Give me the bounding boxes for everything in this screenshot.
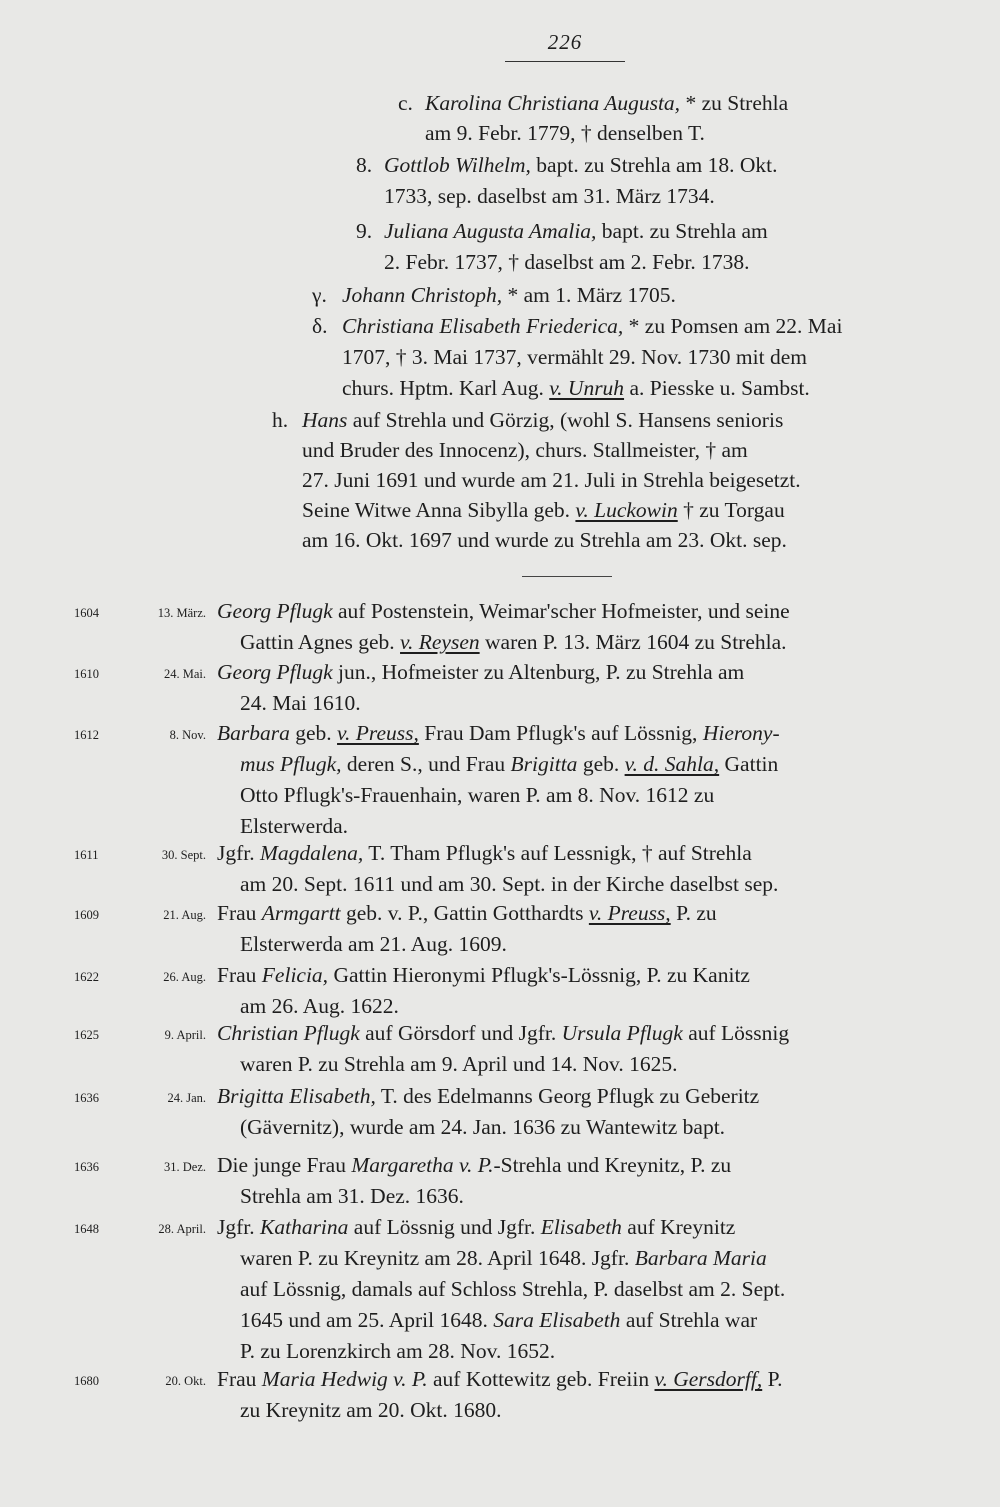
name-text: v. Gersdorff, [654,1367,763,1391]
entry-line [217,1150,731,1181]
name-text: v. Luckowin [575,498,678,522]
body-text: auf Postenstein, Weimar'scher Hofmeister, und seine [332,599,790,623]
page-number-rule [505,61,625,62]
body-text: am 26. Aug. 1622. [240,994,399,1018]
body-text: Gattin Hieronymi Pflugk's-Lössnig, P. zu Kanitz [328,963,750,987]
body-text: waren P. zu Kreynitz am 28. April 1648. Jgfr. [240,1246,635,1270]
body-text: Strehla am 31. Dez. 1636. [240,1184,464,1208]
body-text: * zu Strehla [680,91,789,115]
name-text: Barbara [217,721,290,745]
entry-line [384,150,778,181]
body-text: Frau Dam Pflugk's auf Lössnig, [418,721,703,745]
body-text: bapt. zu Strehla am 18. Okt. [530,153,778,177]
name-text: Christiana Elisabeth Friederica, [342,314,624,338]
entry-date: 13. März. [157,606,206,620]
body-text: churs. Hptm. Karl Aug. [342,376,550,400]
entry-line [217,718,780,749]
entry-line [240,1336,555,1367]
entry-line [342,373,810,404]
body-text: auf Lössnig, damals auf Schloss Strehla, P. daselbst am 2. Sept. [240,1277,786,1301]
entry-line [302,435,748,466]
body-text: auf Strehla und Görzig, (wohl S. Hansens senioris [347,408,784,432]
entry-year: 1604 [74,606,99,620]
name-text: v. Preuss, [337,721,419,745]
entry-label: 8. [356,153,373,177]
entry-date: 8. Nov. [169,728,206,742]
entry-line [384,216,768,247]
body-text: Jgfr. [217,841,260,865]
entry-line [240,811,348,842]
entry-line [302,465,801,496]
name-text: Felicia, [261,963,329,987]
body-text: am 16. Okt. 1697 und wurde zu Strehla am 23. Okt. sep. [302,528,787,552]
entry-date: 24. Jan. [167,1091,206,1105]
name-text: v. Reysen [400,630,480,654]
body-text: P. zu [670,901,717,925]
entry-year: 1680 [74,1374,99,1388]
name-text: Brigitta [510,752,578,776]
entry-line [217,960,750,991]
entry-line [240,991,399,1022]
entry-line [342,311,842,342]
entry-year: 1609 [74,908,99,922]
entry-line [302,525,787,556]
body-text: -Strehla und Kreynitz, P. zu [493,1153,732,1177]
body-text: T. Tham Pflugk's auf Lessnigk, † auf Strehla [363,841,752,865]
entry-line [240,1112,725,1143]
entry-line [425,88,788,119]
body-text: Frau [217,963,262,987]
body-text: deren S., und Frau [341,752,511,776]
body-text: 1707, † 3. Mai 1737, vermählt 29. Nov. 1730 mit dem [342,345,807,369]
body-text: auf Kreynitz [621,1215,736,1239]
body-text: waren P. zu Strehla am 9. April und 14. Nov. 1625. [240,1052,678,1076]
body-text: Elsterwerda am 21. Aug. 1609. [240,932,507,956]
entry-date: 24. Mai. [163,667,206,681]
body-text: 1733, sep. daselbst am 31. März 1734. [384,184,715,208]
body-text: bapt. zu Strehla am [596,219,768,243]
entry-date: 21. Aug. [163,908,206,922]
name-text: Magdalena, [260,841,364,865]
body-text: 1645 und am 25. April 1648. [240,1308,494,1332]
body-text: a. Piesske u. Sambst. [624,376,810,400]
entry-line [342,280,676,311]
entry-line [240,869,778,900]
entry-year: 1612 [74,728,99,742]
body-text: geb. [577,752,625,776]
entry-line [425,118,705,149]
entry-line [217,1364,783,1395]
name-text: Christian Pflugk [217,1021,360,1045]
body-text: geb. v. P., Gattin Gotthardts [340,901,589,925]
name-text: Ursula Pflugk [561,1021,683,1045]
entry-label: h. [272,408,289,432]
name-text: v. d. Sahla, [624,752,720,776]
body-text: 27. Juni 1691 und wurde am 21. Juli in Strehla beigesetzt. [302,468,801,492]
body-text: (Gävernitz), wurde am 24. Jan. 1636 zu Wantewitz bapt. [240,1115,726,1139]
entry-line [217,657,744,688]
entry-line [302,495,785,526]
name-text: Juliana Augusta Amalia, [384,219,597,243]
section-divider [522,576,612,577]
body-text: auf Görsdorf und Jgfr. [359,1021,562,1045]
name-text: v. Unruh [549,376,625,400]
entry-line [217,838,752,869]
entry-line [217,1018,789,1049]
body-text: Frau [217,901,262,925]
body-text: am 9. Febr. 1779, † denselben T. [425,121,705,145]
body-text: Die junge Frau [217,1153,352,1177]
entry-year: 1611 [74,848,99,862]
name-text: Johann Christoph, [342,283,503,307]
page-number: 226 [547,30,583,54]
name-text: Margaretha v. P. [351,1153,494,1177]
name-text: Sara Elisabeth [493,1308,621,1332]
name-text: Maria Hedwig v. P. [261,1367,428,1391]
entry-line [302,405,783,436]
name-text: Hans [302,408,348,432]
body-text: auf Lössnig und Jgfr. [348,1215,541,1239]
body-text: Elsterwerda. [240,814,349,838]
body-text: Frau [217,1367,262,1391]
entry-line [217,898,717,929]
entry-line [240,1274,785,1305]
entry-year: 1636 [74,1160,99,1174]
body-text: 2. Febr. 1737, † daselbst am 2. Febr. 1738. [384,250,750,274]
entry-line [240,780,714,811]
body-text: Gattin Agnes geb. [240,630,401,654]
body-text: T. des Edelmanns Georg Pflugk zu Geberitz [375,1084,760,1108]
entry-line [240,688,361,719]
entry-date: 9. April. [164,1028,206,1042]
body-text: P. zu Lorenzkirch am 28. Nov. 1652. [240,1339,556,1363]
body-text: auf Lössnig [682,1021,790,1045]
body-text: * zu Pomsen am 22. Mai [623,314,843,338]
entry-year: 1610 [74,667,99,681]
body-text: und Bruder des Innocenz), churs. Stallmeister, † am [302,438,748,462]
entry-date: 28. April. [158,1222,206,1236]
entry-label: γ. [312,283,327,307]
name-text: Hierony- [702,721,780,745]
entry-line [240,1243,767,1274]
entry-line [217,1081,759,1112]
body-text: 24. Mai 1610. [240,691,361,715]
body-text: zu Kreynitz am 20. Okt. 1680. [240,1398,502,1422]
body-text: auf Strehla war [620,1308,758,1332]
entry-line [384,247,749,278]
name-text: Karolina Christiana Augusta, [425,91,681,115]
entry-line [342,342,807,373]
entry-line [240,749,778,780]
entry-year: 1625 [74,1028,99,1042]
entry-line [217,596,790,627]
body-text: geb. [289,721,338,745]
entry-line [240,627,787,658]
body-text: Jgfr. [217,1215,260,1239]
body-text: Otto Pflugk's-Frauenhain, waren P. am 8. Nov. 1612 zu [240,783,715,807]
body-text: † zu Torgau [677,498,785,522]
entry-line [240,1395,502,1426]
entry-label: c. [398,91,413,115]
entry-year: 1648 [74,1222,99,1236]
name-text: Elisabeth [540,1215,622,1239]
entry-line [240,929,507,960]
entry-line [240,1049,678,1080]
name-text: Brigitta Elisabeth, [217,1084,376,1108]
entry-label: 9. [356,219,373,243]
body-text: * am 1. März 1705. [502,283,676,307]
body-text: Gattin [719,752,779,776]
entry-year: 1636 [74,1091,99,1105]
entry-date: 20. Okt. [165,1374,206,1388]
entry-label: δ. [312,314,328,338]
name-text: Gottlob Wilhelm, [384,153,531,177]
entry-line [384,181,715,212]
body-text: P. [762,1367,783,1391]
body-text: jun., Hofmeister zu Altenburg, P. zu Strehla am [332,660,745,684]
entry-date: 26. Aug. [163,970,206,984]
entry-year: 1622 [74,970,99,984]
name-text: Georg Pflugk [217,599,333,623]
entry-line [240,1305,757,1336]
name-text: Armgartt [261,901,341,925]
entry-line [240,1181,464,1212]
body-text: Seine Witwe Anna Sibylla geb. [302,498,576,522]
entry-date: 30. Sept. [161,848,206,862]
body-text: am 20. Sept. 1611 und am 30. Sept. in der Kirche daselbst sep. [240,872,779,896]
entry-date: 31. Dez. [164,1160,206,1174]
body-text: auf Kottewitz geb. Freiin [427,1367,655,1391]
name-text: Katharina [260,1215,349,1239]
body-text: waren P. 13. März 1604 zu Strehla. [479,630,787,654]
name-text: Barbara Maria [634,1246,767,1270]
entry-line [217,1212,735,1243]
name-text: mus Pflugk, [240,752,342,776]
name-text: v. Preuss, [588,901,671,925]
name-text: Georg Pflugk [217,660,333,684]
